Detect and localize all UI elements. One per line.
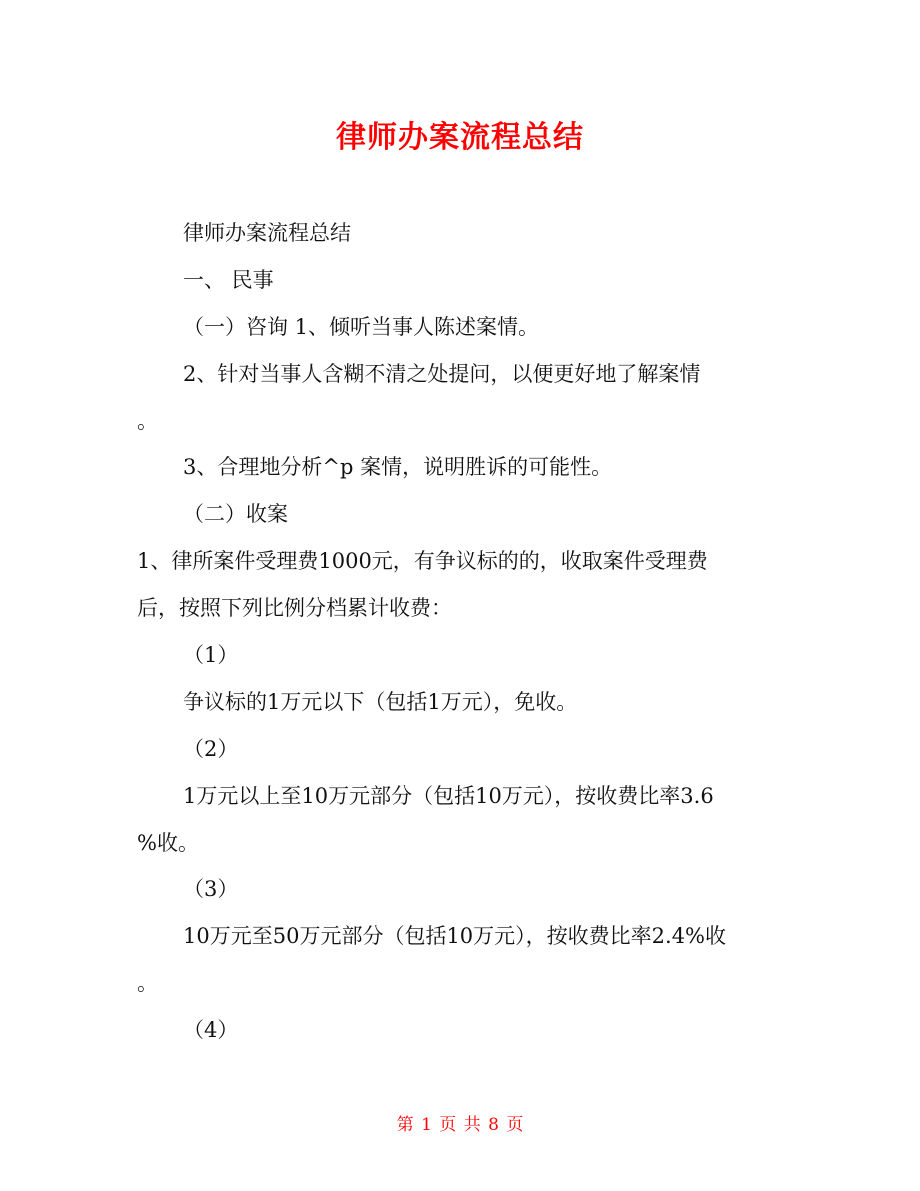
paragraph-line: 。 [137, 971, 158, 995]
paragraph-line: 3、合理地分析^p 案情，说明胜诉的可能性。 [183, 455, 613, 479]
paragraph-line: 后，按照下列比例分档累计收费： [137, 596, 452, 620]
list-marker: （4） [183, 1018, 239, 1042]
subsection-heading: （二）收案 [183, 502, 288, 526]
paragraph-line: 律师办案流程总结 [183, 221, 351, 245]
paragraph-line: （一）咨询 1、倾听当事人陈述案情。 [183, 315, 540, 339]
paragraph-line: %收。 [137, 831, 199, 855]
paragraph-line: 2、针对当事人含糊不清之处提问，以便更好地了解案情 [183, 362, 701, 386]
section-heading: 一、 民事 [183, 268, 274, 292]
document-title: 律师办案流程总结 [336, 120, 584, 155]
paragraph-line: 1万元以上至10万元部分（包括10万元），按收费比率3.6 [183, 784, 714, 808]
paragraph-line: 争议标的1万元以下（包括1万元），免收。 [183, 690, 578, 714]
paragraph-line: 10万元至50万元部分（包括10万元），按收费比率2.4%收 [183, 924, 727, 948]
list-marker: （3） [183, 877, 239, 901]
paragraph-line: 1、律所案件受理费1000元，有争议标的的，收取案件受理费 [137, 549, 708, 573]
paragraph-line: 。 [137, 409, 158, 433]
list-marker: （1） [183, 643, 239, 667]
list-marker: （2） [183, 737, 239, 761]
page-footer: 第 1 页 共 8 页 [396, 1115, 524, 1135]
